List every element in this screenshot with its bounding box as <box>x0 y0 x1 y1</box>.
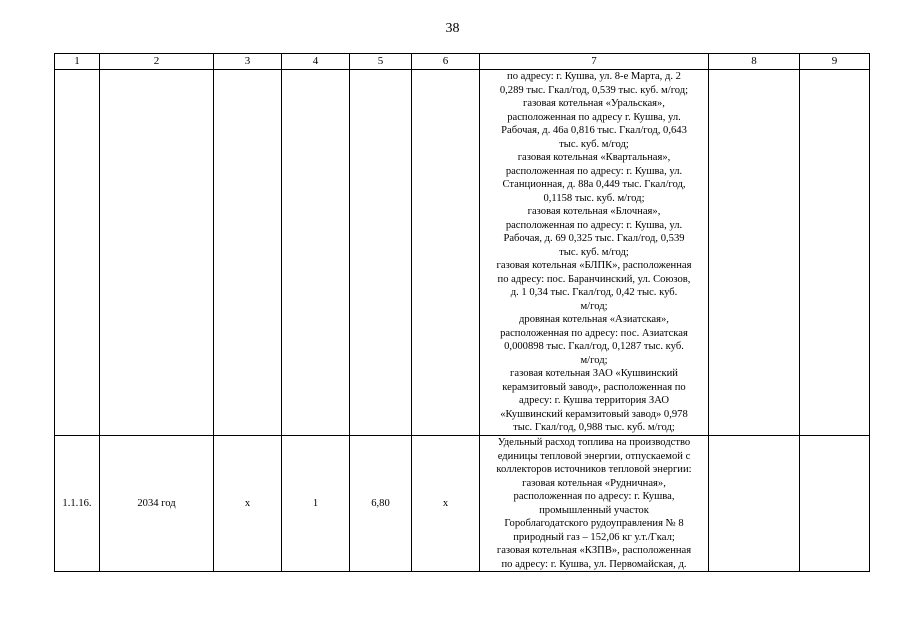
table-cell: x <box>412 436 480 572</box>
text-line: адресу: г. Кушва территория ЗАО <box>519 395 669 407</box>
table-row <box>55 70 870 436</box>
text-line: расположенная по адресу: г. Кушва, <box>513 491 675 502</box>
text-line: 0,289 тыс. Гкал/год, 0,539 тыс. куб. м/год; <box>499 84 689 96</box>
text-line: Гороблагодатского рудоуправления № 8 <box>504 518 684 529</box>
text-line: расположенная по адресу: пос. Азиатская <box>500 327 688 339</box>
table-cell <box>709 436 800 572</box>
text-line: 0,1158 тыс. куб. м/год; <box>543 192 645 204</box>
text-line: газовая котельная «Рудничная», <box>522 477 666 489</box>
text-line: по адресу: пос. Баранчинский, ул. Союзов, <box>497 273 691 285</box>
text-line: газовая котельная ЗАО «Кушвинский <box>510 368 678 380</box>
header-cell: 4 <box>282 54 350 70</box>
text-line: тыс. куб. м/год; <box>559 138 629 150</box>
table-cell <box>709 70 800 436</box>
header-cell: 1 <box>55 54 100 70</box>
data-table <box>54 53 870 572</box>
text-line: тыс. куб. м/год; <box>559 246 629 258</box>
header-cell: 6 <box>412 54 480 70</box>
table-cell <box>282 70 350 436</box>
text-line: газовая котельная «Уральская», <box>523 98 665 110</box>
text-line: расположенная по адресу г. Кушва, ул. <box>507 111 681 123</box>
text-line: Рабочая, д. 69 0,325 тыс. Гкал/год, 0,539 <box>503 233 685 245</box>
header-cell: 7 <box>480 54 709 70</box>
text-line: Рабочая, д. 46а 0,816 тыс. Гкал/год, 0,643 <box>501 125 687 137</box>
table-cell: x <box>214 436 282 572</box>
text-line: газовая котельная «КЗПВ», расположенная <box>496 545 692 556</box>
header-cell: 5 <box>350 54 412 70</box>
table-cell <box>800 70 870 436</box>
text-line: газовая котельная «БЛПК», расположенная <box>496 260 692 272</box>
text-line: газовая котельная «Блочная», <box>527 206 661 218</box>
text-line: тыс. Гкал/год, 0,988 тыс. куб. м/год; <box>513 422 675 434</box>
text-line: д. 1 0,34 тыс. Гкал/год, 0,42 тыс. куб. <box>510 287 678 299</box>
table-row <box>55 436 870 572</box>
text-line: по адресу: г. Кушва, ул. Первомайская, д. <box>501 558 687 570</box>
text-line: промышленный участок <box>539 504 649 516</box>
text-line: по адресу: г. Кушва, ул. 8-е Марта, д. 2 <box>507 71 681 83</box>
table-cell <box>214 70 282 436</box>
text-line: расположенная по адресу: г. Кушва, ул. <box>505 165 683 177</box>
table-cell: 1 <box>282 436 350 572</box>
description-cell <box>480 70 709 436</box>
table-header-row <box>55 54 870 70</box>
value-cell: 6,80 <box>350 436 412 572</box>
text-line: керамзитовый завод», расположенная по <box>502 381 686 393</box>
row-number-cell: 1.1.16. <box>55 436 100 572</box>
text-line: расположенная по адресу: г. Кушва, ул. <box>505 219 683 231</box>
value-cell <box>350 70 412 436</box>
text-line: газовая котельная «Квартальная», <box>517 152 671 164</box>
text-line: коллекторов источников тепловой энергии: <box>496 464 692 475</box>
text-line: 0,000898 тыс. Гкал/год, 0,1287 тыс. куб. <box>504 341 684 353</box>
text-line: природный газ – 152,06 кг у.т./Гкал; <box>513 531 675 543</box>
table-cell <box>412 70 480 436</box>
text-line: Удельный расход топлива на производство <box>497 437 691 448</box>
description-cell <box>480 436 709 572</box>
table-cell <box>800 436 870 572</box>
header-cell: 2 <box>100 54 214 70</box>
text-line: дровяная котельная «Азиатская», <box>519 314 669 326</box>
text-line: м/год; <box>580 354 608 366</box>
page-number: 38 <box>445 21 460 36</box>
period-cell: 2034 год <box>100 436 214 572</box>
header-cell: 8 <box>709 54 800 70</box>
text-line: м/год; <box>580 300 608 312</box>
text-line: «Кушвинский керамзитовый завод» 0,978 <box>500 408 688 420</box>
row-number-cell <box>55 70 100 436</box>
period-cell <box>100 70 214 436</box>
text-line: единицы тепловой энергии, отпускаемой с <box>497 450 691 462</box>
header-cell: 3 <box>214 54 282 70</box>
text-line: Станционная, д. 88а 0,449 тыс. Гкал/год, <box>502 179 686 191</box>
header-cell: 9 <box>800 54 870 70</box>
